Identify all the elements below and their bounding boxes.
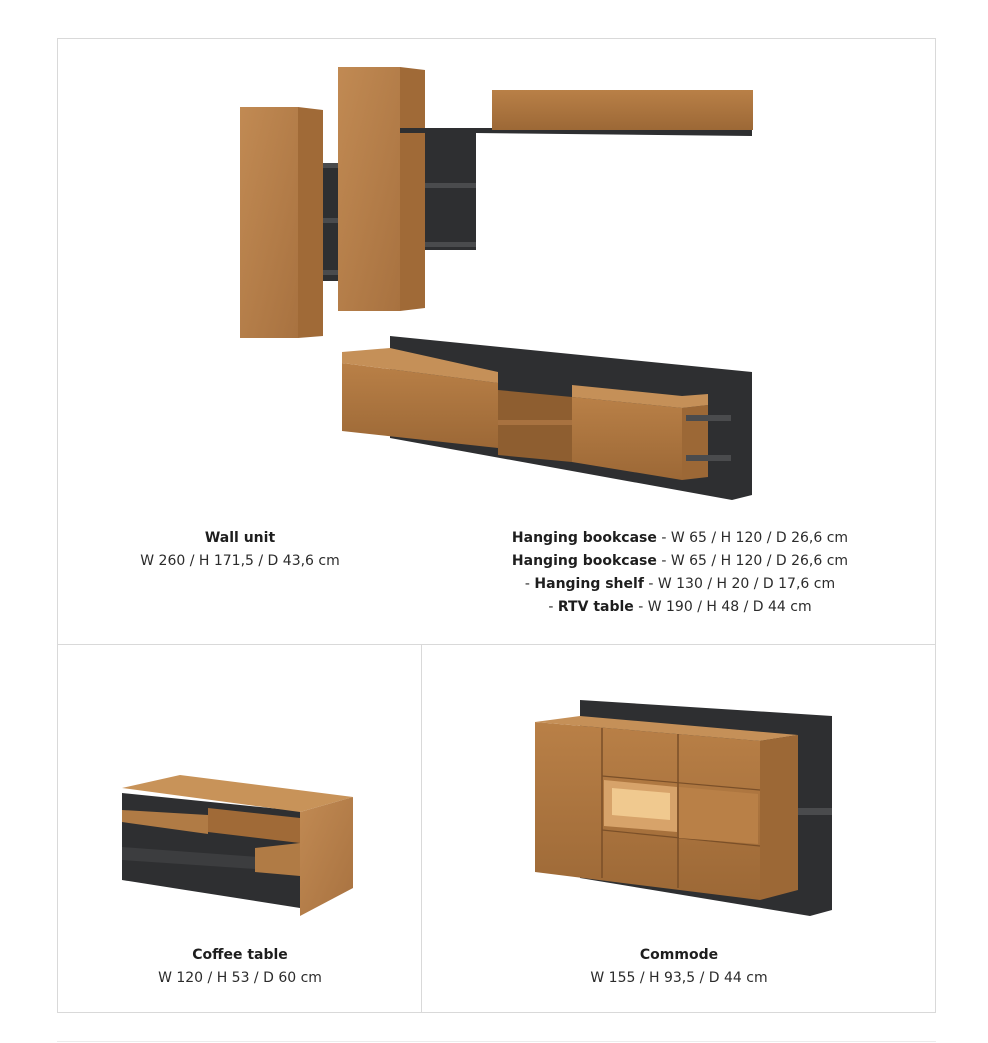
component-name: Hanging bookcase [511, 553, 657, 569]
commode-dims: W 155 / H 93,5 / D 44 cm [590, 970, 768, 986]
wall-unit-title: Wall unit [204, 530, 276, 546]
coffee-table-dims: W 120 / H 53 / D 60 cm [158, 970, 322, 986]
component-name: Hanging bookcase [511, 530, 657, 546]
component-row [470, 550, 890, 573]
divider [57, 1041, 936, 1042]
wall-unit-caption [110, 527, 370, 573]
component-row: - Hanging shelf - W 130 / H 20 / D 17,6 cm [524, 576, 836, 592]
component-row [470, 527, 890, 550]
component-dims: - W 130 / H 20 / D 17,6 cm [643, 576, 836, 592]
commode-title: Commode [639, 947, 719, 963]
commode [535, 700, 832, 916]
wall-unit-dims: W 260 / H 171,5 / D 43,6 cm [140, 553, 340, 569]
component-dims: - W 65 / H 120 / D 26,6 cm [656, 553, 849, 569]
component-row: - RTV table - W 190 / H 48 / D 44 cm [548, 599, 812, 615]
component-name: RTV table [557, 599, 634, 615]
component-name: Hanging shelf [534, 576, 644, 592]
coffee-table-caption [110, 944, 370, 990]
commode-caption [549, 944, 809, 990]
component-dims: - W 190 / H 48 / D 44 cm [633, 599, 812, 615]
coffee-table-title: Coffee table [192, 947, 288, 963]
wall-unit-components [470, 527, 890, 619]
component-dims: - W 65 / H 120 / D 26,6 cm [656, 530, 849, 546]
